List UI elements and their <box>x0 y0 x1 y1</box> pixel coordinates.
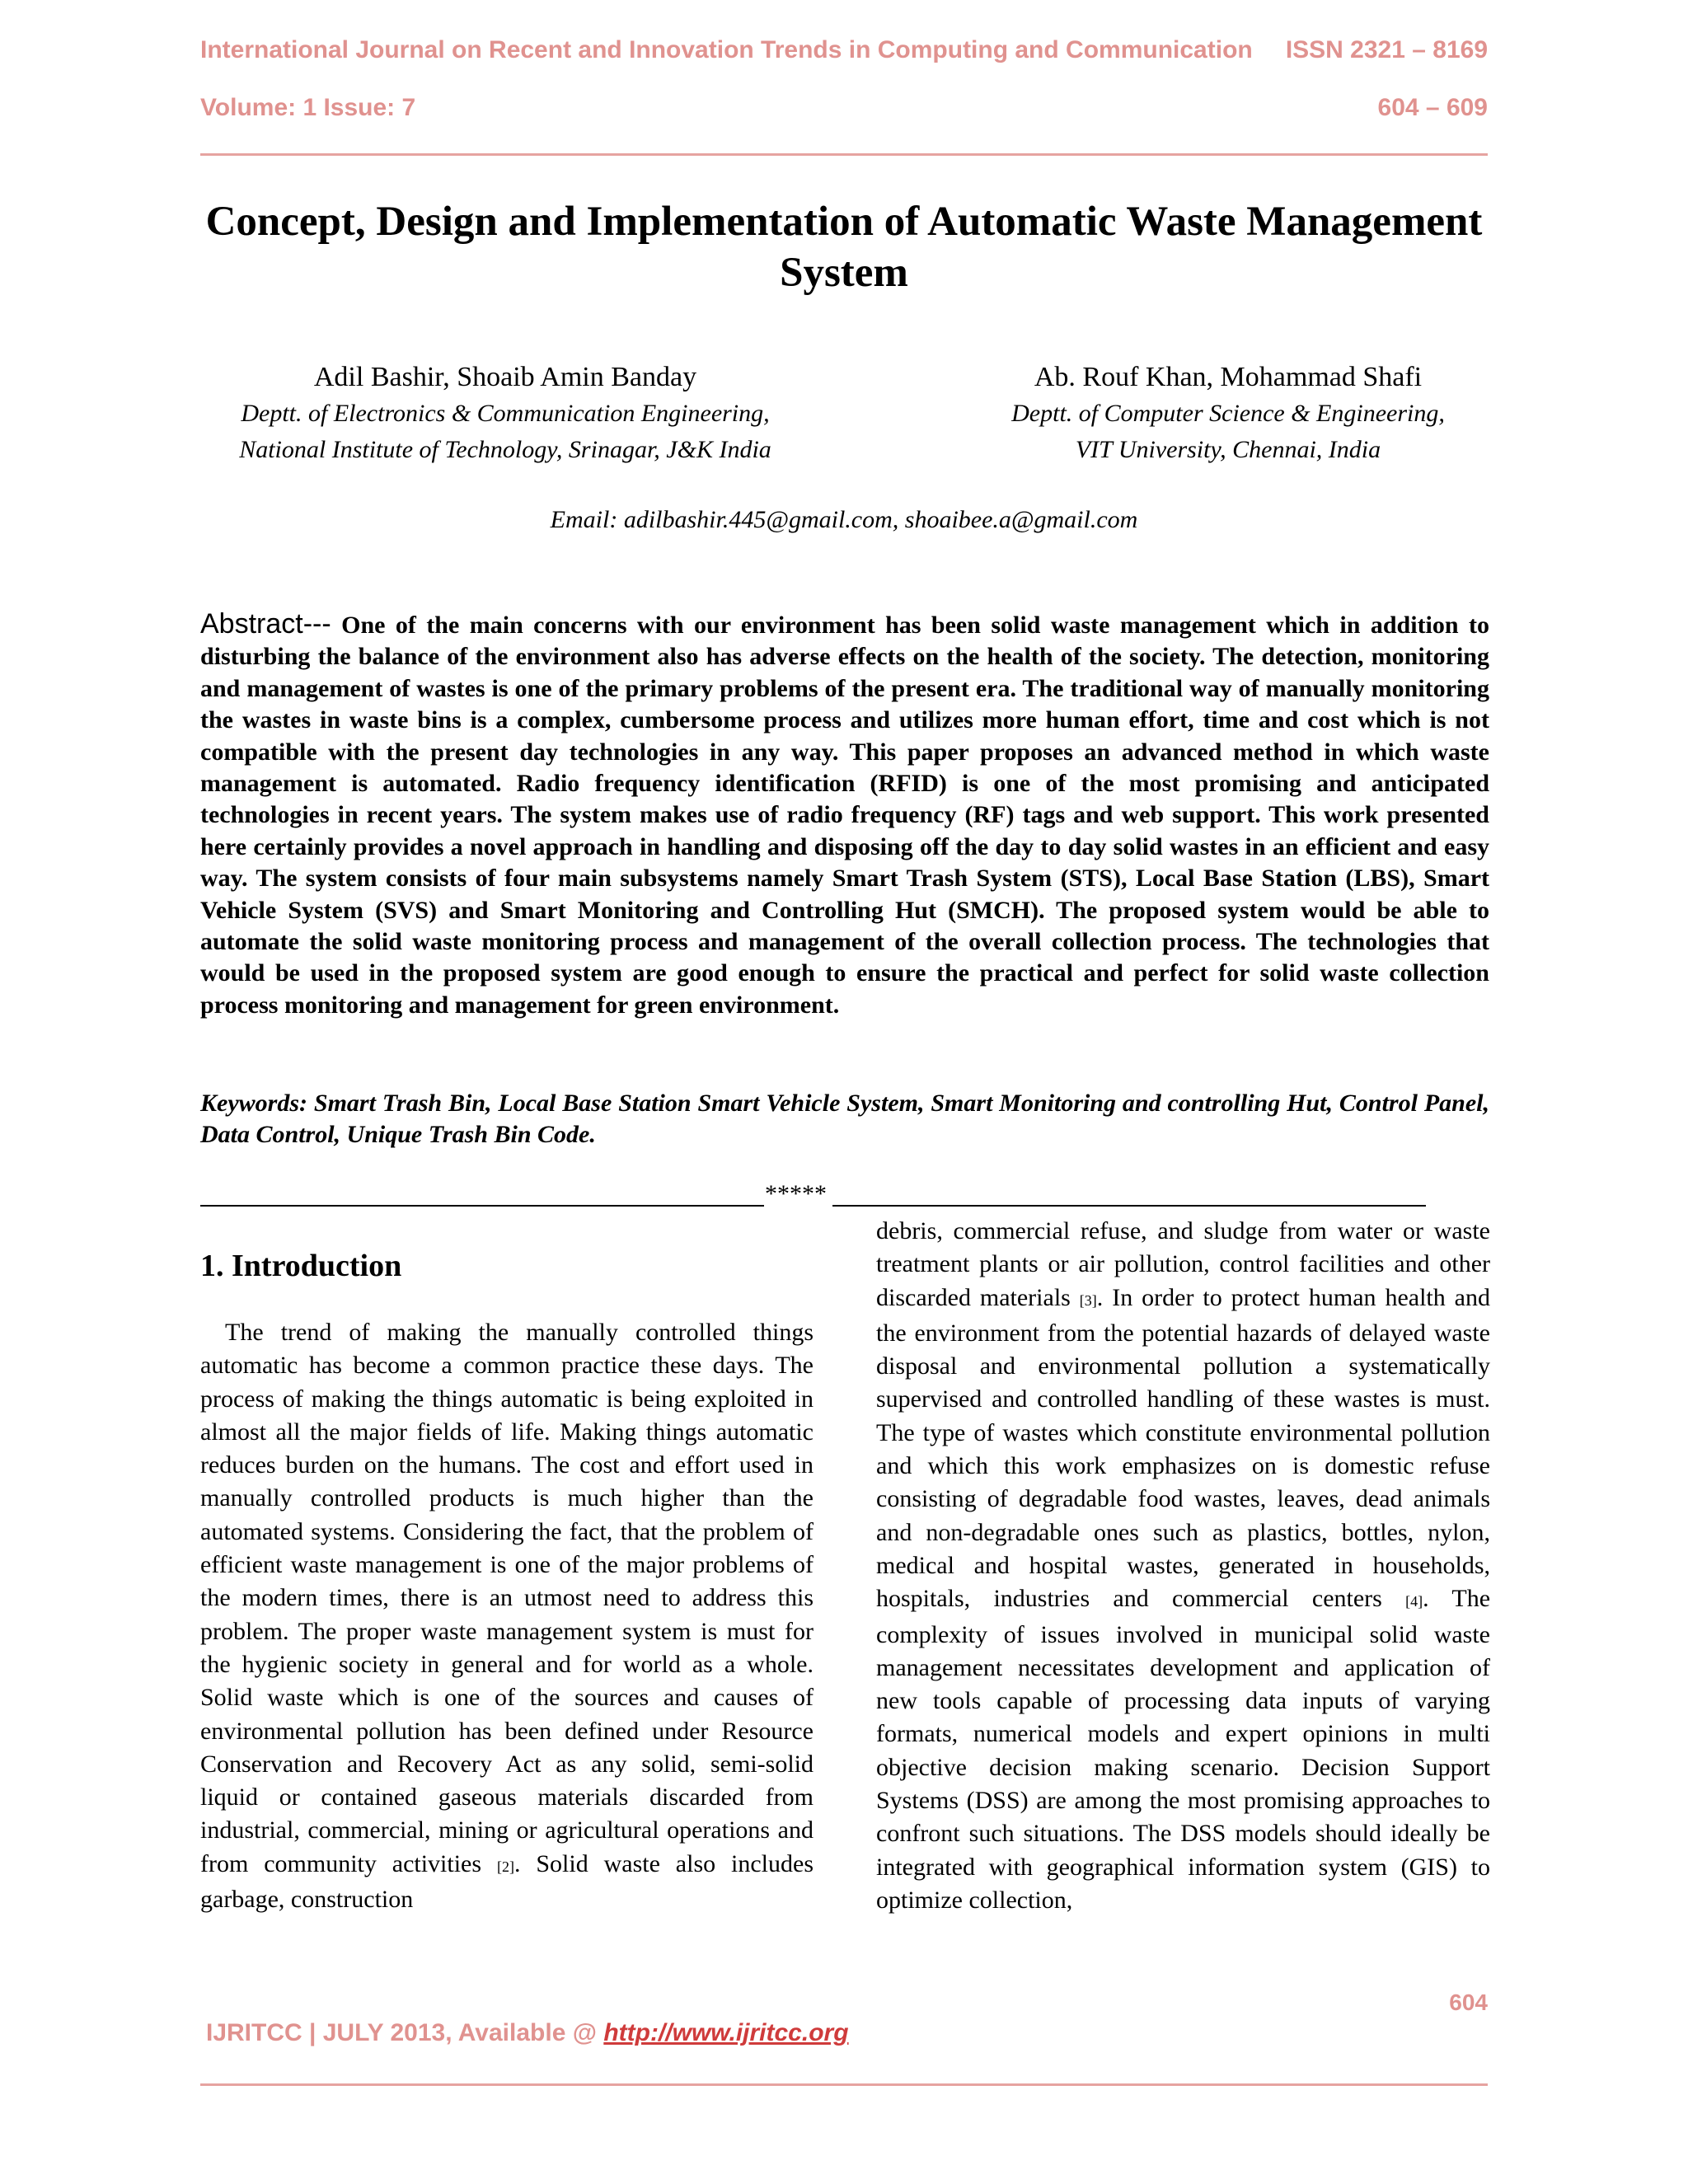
paper-title: Concept, Design and Implementation of Automatic Waste Management System <box>205 199 1483 296</box>
footer <box>206 2019 849 2047</box>
abstract-text: One of the main concerns with our environment has been solid waste management which in addition to disturbing the balance of the environment also has adverse effects on the health of the society. The detection, monitoring and management of wastes is one of the primary problems of the present era. The traditional way of manually monitoring the wastes in waste bins is a complex, cumbersome process and utilizes more human effort, time and cost which is not compatible with the present day technologies in any way. This paper proposes an advanced method in which waste management is automated. Radio frequency identification (RFID) is one of the most promising and anticipated technologies in recent years. The system makes use of radio frequency (RF) tags and web support. This work presented here certainly provides a novel approach in handling and disposing off the day to day solid wastes in an efficient and easy way. The system consists of four main subsystems namely Smart Trash System (STS), Local Base Station (LBS), Smart Vehicle System (SVS) and Smart Monitoring and Controlling Hut (SMCH). The proposed system would be able to automate the solid waste monitoring process and management of the overall collection process. The technologies that would be used in the proposed system are good enough to ensure the practical and perfect for solid waste collection process monitoring and management for green environment. <box>200 612 1490 1019</box>
volume-issue: Volume: 1 Issue: 7 <box>200 94 416 121</box>
intro-text: . In order to protect human health and the environment from the potential hazards of delayed waste disposal and environmental pollution a systematically supervised and controlled handling of these wastes is must. The type of wastes which constitute environmental pollution and which this work emphasizes on is domestic refuse consisting of degradable food wastes, leaves, dead animals and non-degradable ones such as plastics, bottles, nylon, medical and hospital wastes, generated in households, hospitals, industries and commercial centers <box>876 1283 1490 1613</box>
author-dept: Deptt. of Electronics & Communication Engineering, <box>241 400 770 427</box>
separator-line-right <box>832 1205 1426 1207</box>
section-heading: 1. Introduction <box>200 1249 402 1283</box>
footer-rule <box>200 2083 1488 2086</box>
author-institution: National Institute of Technology, Srinagar, J&K India <box>239 436 771 463</box>
page-range: 604 – 609 <box>1377 94 1488 121</box>
footer-text: IJRITCC | JULY 2013, Available @ <box>206 2019 604 2046</box>
citation: [2] <box>496 1858 514 1875</box>
keywords: Keywords: Smart Trash Bin, Local Base Station Smart Vehicle System, Smart Monitoring and controlling Hut, Control Panel, Data Control, Unique Trash Bin Code. <box>200 1090 1489 1149</box>
separator-stars: ***** <box>765 1180 827 1207</box>
header-rule <box>200 153 1488 156</box>
issn: ISSN 2321 – 8169 <box>1285 36 1488 63</box>
separator-line-left <box>200 1205 764 1207</box>
journal-link[interactable]: http://www.ijritcc.org <box>603 2019 849 2046</box>
journal-name: International Journal on Recent and Innovation Trends in Computing and Communication <box>200 36 1253 63</box>
author-names: Adil Bashir, Shoaib Amin Banday <box>313 362 697 392</box>
intro-column-left <box>200 1316 814 1916</box>
author-block-1 <box>200 359 810 468</box>
author-email: Email: adilbashir.445@gmail.com, shoaibee.a@gmail.com <box>550 506 1138 533</box>
author-names: Ab. Rouf Khan, Mohammad Shafi <box>1034 362 1423 392</box>
intro-text: . The complexity of issues involved in municipal solid waste management necessitates development and application of new tools capable of processing data inputs of varying formats, numerical models and expert opinions in multi objective decision making scenario. Decision Support Systems (DSS) are among the most promising approaches to confront such situations. The DSS models should ideally be integrated with geographical information system (GIS) to optimize collection, <box>876 1585 1491 1914</box>
author-dept: Deptt. of Computer Science & Engineering, <box>1011 400 1445 427</box>
page-number: 604 <box>1449 1990 1488 2015</box>
intro-text: The trend of making the manually controlled things automatic has become a common practice these days. The process of making the things automatic is being exploited in almost all the major fields of life. Making things automatic reduces burden on the humans. The cost and effort used in manually controlled products is much higher than the automated systems. Considering the fact, that the problem of efficient waste management is one of the major problems of the modern times, there is an utmost need to address this problem. The proper waste management system is must for the hygienic society in general and for world as a whole. Solid waste which is one of the sources and causes of environmental pollution has been defined under Resource Conservation and Recovery Act as any solid, semi-solid liquid or contained gaseous materials discarded from industrial, commercial, mining or agricultural operations and from community activities <box>200 1319 814 1877</box>
citation: [3] <box>1079 1291 1097 1309</box>
intro-text: . Solid waste also includes garbage, construction <box>200 1849 814 1914</box>
abstract <box>200 608 1489 1021</box>
citation: [4] <box>1405 1593 1423 1610</box>
author-institution: VIT University, Chennai, India <box>1075 436 1381 463</box>
intro-column-right <box>876 1215 1490 1917</box>
abstract-label: Abstract--- <box>200 608 331 640</box>
intro-text: debris, commercial refuse, and sludge from water or waste treatment plants or air pollution, control facilities and other discarded materials <box>876 1217 1490 1311</box>
author-block-2 <box>973 359 1484 468</box>
